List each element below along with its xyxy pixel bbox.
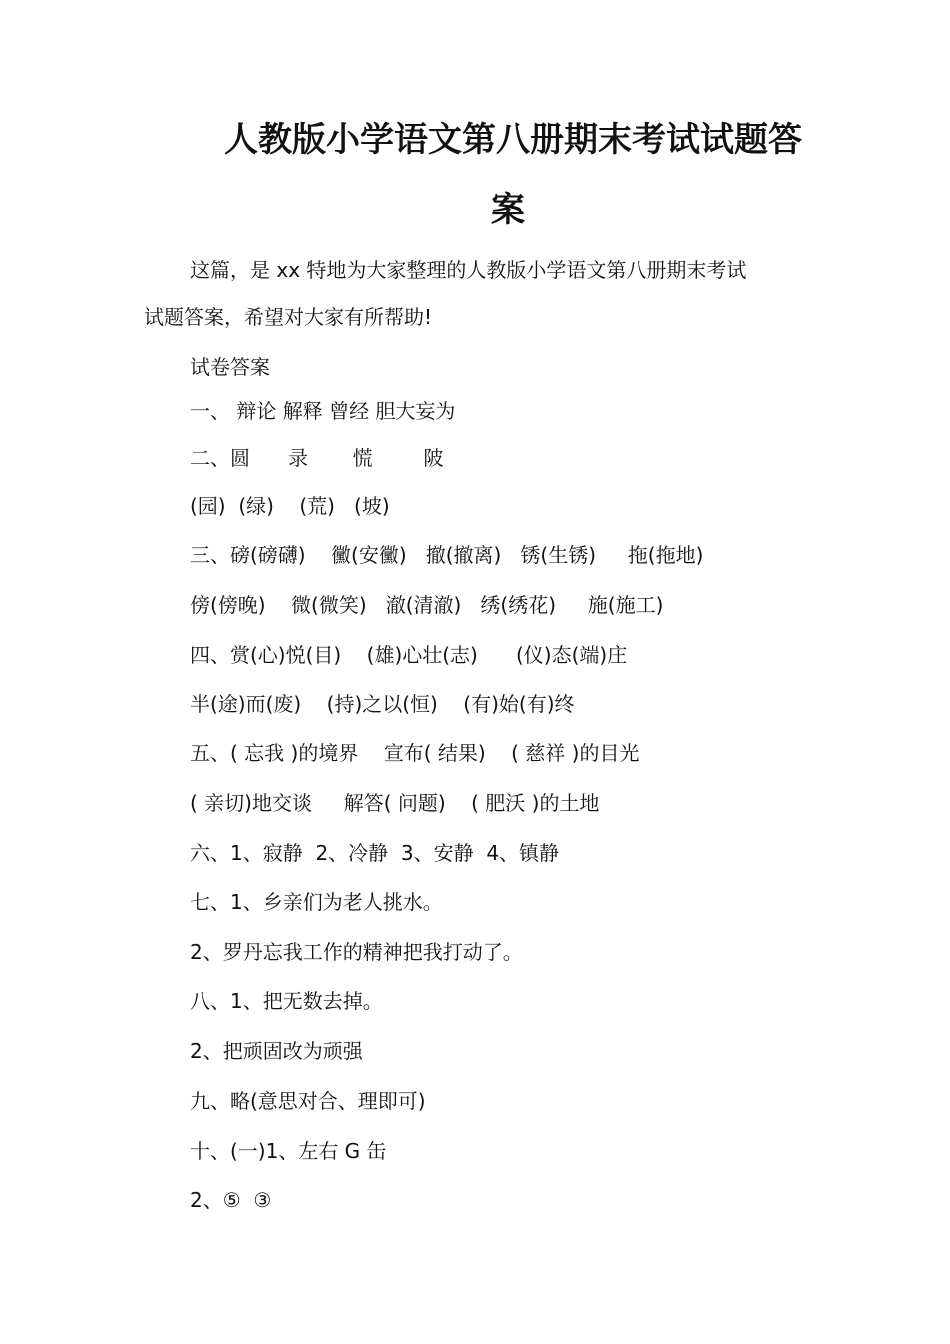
intro-paragraph-line-1: 这篇，是 xx 特地为大家整理的人教版小学语文第八册期末考试 — [190, 258, 747, 282]
answer-line: 2、罗丹忘我工作的精神把我打动了。 — [190, 940, 523, 964]
document-title-line-2: 案 — [491, 190, 525, 230]
intro-paragraph-line-2: 试题答案，希望对大家有所帮助! — [144, 305, 433, 329]
answer-line: 2、⑤ ③ — [190, 1188, 272, 1212]
answer-line: ( 亲切)地交谈 解答( 问题) ( 肥沃 )的土地 — [190, 791, 600, 815]
answer-line: 四、赏(心)悦(目) (雄)心壮(志) (仪)态(端)庄 — [190, 643, 628, 667]
answer-line: 十、(一)1、左右 G 缶 — [190, 1139, 387, 1163]
answer-line: 八、1、把无数去掉。 — [190, 989, 383, 1013]
answers-heading: 试卷答案 — [190, 355, 270, 379]
answer-line: 七、1、乡亲们为老人挑水。 — [190, 890, 443, 914]
answer-line: (园) (绿) (荒) (坡) — [190, 494, 390, 518]
answer-line: 三、磅(磅礴) 黴(安黴) 撤(撤离) 锈(生锈) 拖(拖地) — [190, 543, 704, 567]
answer-line: 九、略(意思对合、理即可) — [190, 1089, 426, 1113]
document-title-line-1: 人教版小学语文第八册期末考试试题答 — [224, 120, 802, 160]
answer-line: 2、把顽固改为顽强 — [190, 1039, 363, 1063]
answer-line: 六、1、寂静 2、冷静 3、安静 4、镇静 — [190, 841, 560, 865]
answer-line: 一、 辩论 解释 曾经 胆大妄为 — [190, 399, 456, 423]
answer-line: 半(途)而(废) (持)之以(恒) (有)始(有)终 — [190, 692, 575, 716]
answer-line: 二、圆 录 慌 陂 — [190, 446, 444, 470]
answer-line: 傍(傍晚) 微(微笑) 澈(清澈) 绣(绣花) 施(施工) — [190, 593, 664, 617]
answer-line: 五、( 忘我 )的境界 宣布( 结果) ( 慈祥 )的目光 — [190, 741, 640, 765]
